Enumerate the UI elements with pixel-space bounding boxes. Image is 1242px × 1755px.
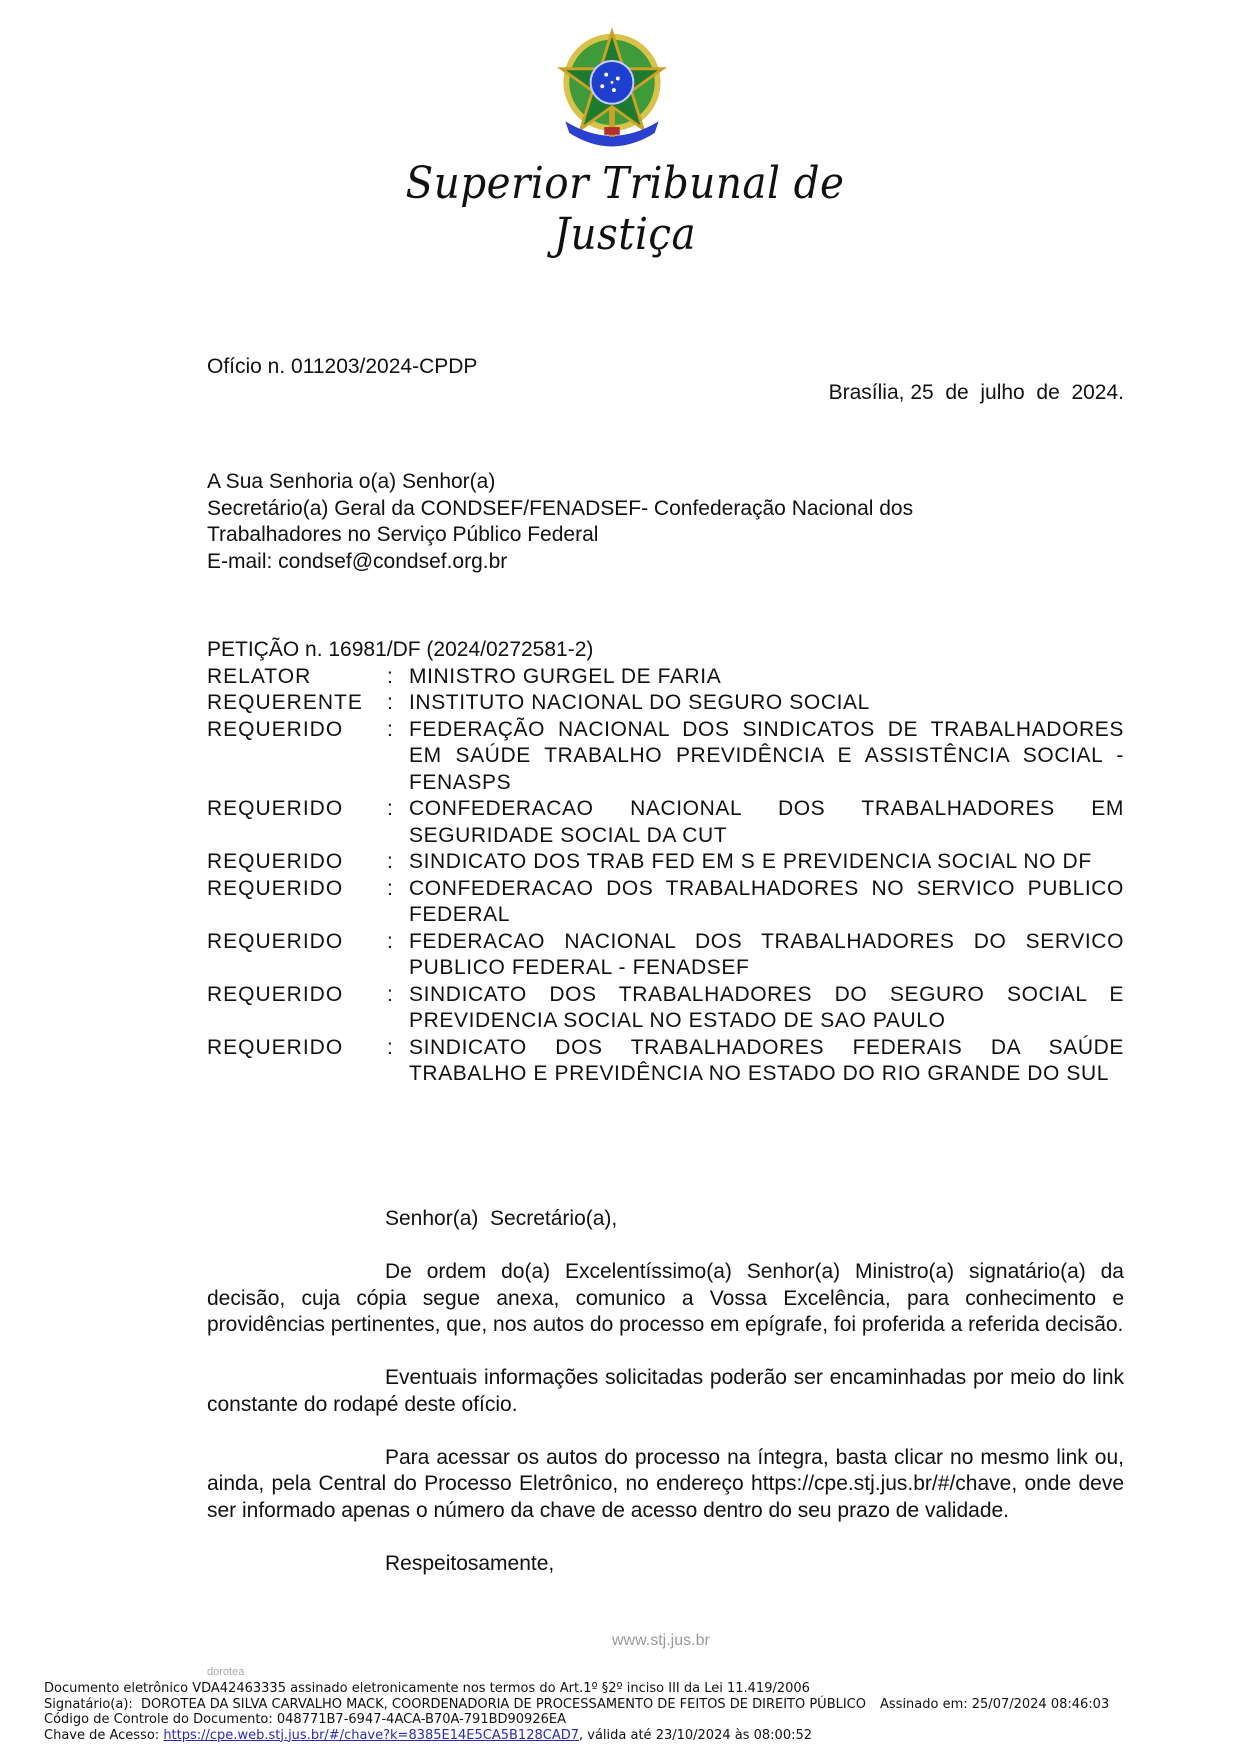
party-row [207, 929, 1124, 982]
party-separator: : [387, 664, 393, 688]
party-name: FEDERACAO NACIONAL DOS TRABALHADORES DO SERVICO PUBLICO FEDERAL - FENADSEF [409, 929, 1124, 979]
brazil-coat-of-arms-icon [553, 26, 671, 162]
signature-footer [44, 1681, 1109, 1743]
body-paragraph: Para acessar os autos do processo na íntegra, basta clicar no mesmo link ou, ainda, pela Central do Processo Eletrônico, no endereço https://cpe.stj.jus.br/#/chave, onde deve ser informado apenas o número da chave de acesso dentro do seu prazo de validade. [207, 1445, 1124, 1522]
addressee-email: E-mail: condsef@condsef.org.br [207, 549, 508, 573]
party-separator: : [387, 797, 393, 820]
user-tag: dorotea [207, 1666, 245, 1678]
party-role: REQUERIDO [207, 929, 344, 953]
petition-title: PETIÇÃO n. 16981/DF (2024/0272581-2) [207, 638, 594, 661]
access-key-link[interactable]: https://cpe.web.stj.jus.br/#/chave?k=8385E14E5CA5B128CAD7 [163, 1727, 579, 1743]
party-separator: : [387, 850, 393, 873]
party-separator: : [387, 929, 393, 953]
party-separator: : [387, 717, 393, 741]
footer-signed-at: Assinado em: 25/07/2024 08:46:03 [880, 1696, 1110, 1712]
party-role: REQUERIDO [207, 876, 344, 900]
party-name: MINISTRO GURGEL DE FARIA [409, 664, 722, 688]
party-role: REQUERENTE [207, 691, 363, 714]
place-date: Brasília, 25 de julho de 2024. [828, 381, 1124, 404]
party-name: CONFEDERACAO NACIONAL DOS TRABALHADORES EM SEGURIDADE SOCIAL DA CUT [409, 797, 1124, 847]
party-row [207, 849, 1124, 876]
party-separator: : [387, 1035, 393, 1059]
party-row [207, 796, 1124, 849]
party-row [207, 690, 1124, 717]
party-name: INSTITUTO NACIONAL DO SEGURO SOCIAL [409, 691, 870, 714]
oficio-number: Ofício n. 011203/2024-CPDP [207, 355, 478, 378]
party-role: REQUERIDO [207, 717, 344, 741]
footer-signer: Signatário(a): DOROTEA DA SILVA CARVALHO MACK, COORDENADORIA DE PROCESSAMENTO DE FEITOS DE DIREITO PÚBLICO [44, 1696, 866, 1712]
footer-access-key-line [44, 1728, 1109, 1744]
site-watermark: www.stj.jus.br [612, 1632, 710, 1649]
party-role: REQUERIDO [207, 982, 344, 1006]
party-role: REQUERIDO [207, 1035, 344, 1059]
party-name: CONFEDERACAO DOS TRABALHADORES NO SERVICO PUBLICO FEDERAL [409, 876, 1124, 926]
party-name: SINDICATO DOS TRABALHADORES DO SEGURO SOCIAL E PREVIDENCIA SOCIAL NO ESTADO DE SAO PAULO [409, 982, 1124, 1032]
addressee-line: Trabalhadores no Serviço Público Federal [207, 523, 599, 546]
footer-access-key-label: Chave de Acesso: [44, 1727, 164, 1743]
party-separator: : [387, 982, 393, 1006]
party-row [207, 876, 1124, 929]
party-role: RELATOR [207, 664, 312, 688]
party-role: REQUERIDO [207, 797, 344, 820]
party-row [207, 717, 1124, 797]
party-row [207, 982, 1124, 1035]
case-caption [207, 637, 1124, 1088]
addressee-line: A Sua Senhoria o(a) Senhor(a) [207, 470, 496, 493]
party-row [207, 1035, 1124, 1088]
court-name-logotype: Superior Tribunal de Justiça [405, 158, 845, 260]
footer-signer-line [44, 1697, 1109, 1713]
party-name: SINDICATO DOS TRABALHADORES FEDERAIS DA SAÚDE TRABALHO E PREVIDÊNCIA NO ESTADO DO RIO GRANDE DO SUL [409, 1035, 1124, 1085]
letter-body [207, 1206, 1124, 1577]
salutation: Senhor(a) Secretário(a), [385, 1207, 618, 1230]
body-paragraph: Eventuais informações solicitadas poderão ser encaminhadas por meio do link constante do rodapé deste ofício. [207, 1366, 1124, 1416]
party-role: REQUERIDO [207, 850, 344, 873]
footer-document-line: Documento eletrônico VDA42463335 assinado eletronicamente nos termos do Art.1º §2º inciso III da Lei 11.419/2006 [44, 1681, 810, 1696]
body-paragraph: De ordem do(a) Excelentíssimo(a) Senhor(a) Ministro(a) signatário(a) da decisão, cuja cópia segue anexa, comunico a Vossa Excelência, para conhecimento e providências pertinentes, que, nos autos do processo em epígrafe, foi proferida a referida decisão. [207, 1260, 1124, 1336]
closing: Respeitosamente, [385, 1551, 555, 1575]
footer-control-code: Código de Controle do Documento: 048771B7-6947-4ACA-B70A-791BD90926EA [44, 1712, 566, 1727]
addressee-line: Secretário(a) Geral da CONDSEF/FENADSEF- Confederação Nacional dos [207, 496, 914, 520]
party-name: FEDERAÇÃO NACIONAL DOS SINDICATOS DE TRABALHADORES EM SAÚDE TRABALHO PREVIDÊNCIA E ASSISTÊNCIA SOCIAL - FENASPS [409, 717, 1124, 794]
party-separator: : [387, 876, 393, 900]
party-separator: : [387, 691, 393, 714]
addressee-block [207, 469, 913, 575]
party-name: SINDICATO DOS TRAB FED EM S E PREVIDENCIA SOCIAL NO DF [409, 850, 1092, 873]
footer-validity: , válida até 23/10/2024 às 08:00:52 [579, 1727, 813, 1743]
party-row [207, 664, 1124, 691]
